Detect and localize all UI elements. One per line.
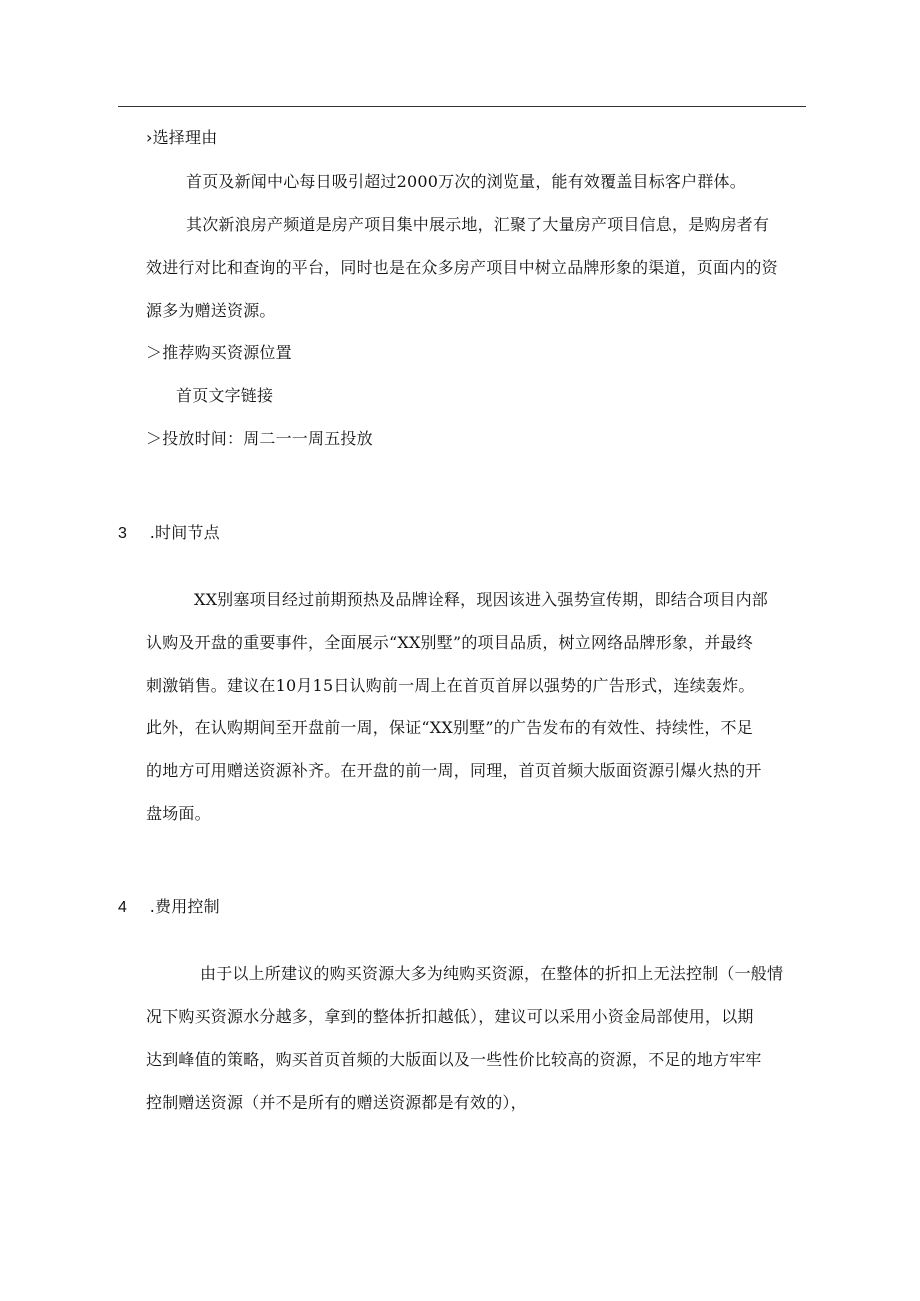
section-4-line-1: 由于以上所建议的购买资源大多为纯购买资源，在整体的折扣上无法控制（一般情 <box>200 964 784 983</box>
reason-paragraph-2-line-1: 其次新浪房产频道是房产项目集中展示地，汇聚了大量房产项目信息，是购房者有 <box>186 215 770 234</box>
section-4-line-3: 达到峰值的策略，购买首页首频的大版面以及一些性价比较高的资源，不足的地方牢牢 <box>146 1050 762 1069</box>
reason-paragraph-2-line-3: 源多为赠送资源。 <box>146 301 276 320</box>
section-4-title: .费用控制 <box>149 897 220 916</box>
section-4-line-4: 控制赠送资源（并不是所有的赠送资源都是有效的）， <box>146 1093 527 1112</box>
reason-paragraph-1: 首页及新闻中心每日吸引超过2000万次的浏览量，能有效覆盖目标客户群体。 <box>186 172 746 191</box>
section-3-line-3: 刺激销售。建议在10月15日认购前一周上在首页首屏以强势的广告形式，连续轰炸。 <box>146 676 755 695</box>
section-3-line-5: 的地方可用赠送资源补齐。在开盘的前一周，同理，首页首频大版面资源引爆火热的开 <box>146 761 762 780</box>
section-3-line-6: 盘场面。 <box>146 804 211 823</box>
reason-heading: ›选择理由 <box>146 128 218 147</box>
recommend-heading: ＞推荐购买资源位置 <box>146 343 292 362</box>
header-rule <box>118 106 806 107</box>
section-3-number: 3 <box>118 525 128 542</box>
section-4-number: 4 <box>118 899 128 916</box>
section-3-line-4: 此外，在认购期间至开盘前一周，保证“XX别墅”的广告发布的有效性、持续性，不足 <box>146 718 753 737</box>
section-3-line-1: XX别塞项目经过前期预热及品牌诠释，现因该进入强势宣传期，即结合项目内部 <box>194 590 768 609</box>
section-3-line-2: 认购及开盘的重要事件，全面展示“XX别墅”的项目品质，树立网络品牌形象，并最终 <box>146 633 753 652</box>
reason-paragraph-2-line-2: 效进行对比和查询的平台，同时也是在众多房产项目中树立品牌形象的渠道，页面内的资 <box>146 258 778 277</box>
section-4-line-2: 况下购买资源水分越多，拿到的整体折扣越低），建议可以采用小资金局部使用，以期 <box>146 1007 754 1026</box>
schedule-line: ＞投放时间：周二一一周五投放 <box>146 429 373 448</box>
section-3-heading <box>118 523 220 544</box>
recommend-item: 首页文字链接 <box>176 386 274 405</box>
section-4-heading <box>118 897 220 918</box>
section-3-title: .时间节点 <box>149 523 220 542</box>
